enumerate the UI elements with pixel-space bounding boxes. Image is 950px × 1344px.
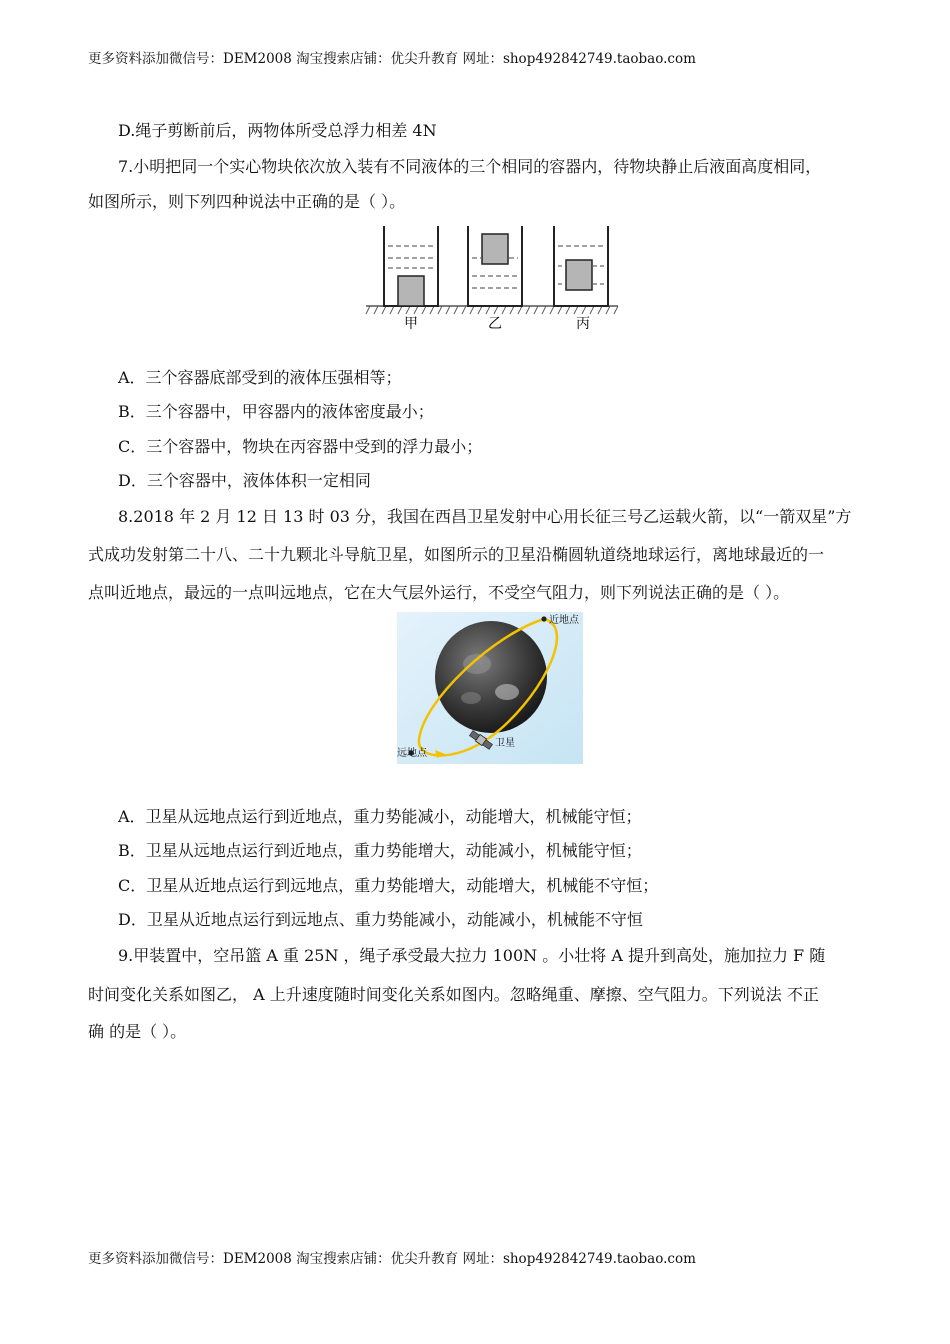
q8-stem-line2: 式成功发射第二十八、二十九颗北斗导航卫星，如图所示的卫星沿椭圆轨道绕地球运行，离地球最近的一 [88, 545, 825, 564]
containers-figure [364, 222, 620, 334]
q7-option-c: C．三个容器中，物块在丙容器中受到的浮力最小； [118, 437, 483, 456]
q9-stem-line3: 确 的是（ ）。 [88, 1022, 187, 1041]
q7-stem-line2: 如图所示，则下列四种说法中正确的是（ ）。 [88, 192, 406, 211]
page-header: 更多资料添加微信号：DEM2008 淘宝搜索店铺：优尖升教育 网址：shop492842749.taobao.com [88, 51, 696, 67]
q9-stem-line1: 9.甲装置中，空吊篮 A 重 25N ，绳子承受最大拉力 100N 。小壮将 A 提升到高处，施加拉力 F 随 [118, 946, 826, 965]
container-bing [554, 226, 608, 306]
apogee-label: 远地点 [397, 748, 427, 759]
q8-option-b: B．卫星从远地点运行到近地点，重力势能增大，动能减小，机械能守恒； [118, 841, 642, 860]
label-yi: 乙 [488, 316, 502, 332]
perigee-dot [541, 616, 546, 621]
q9-stem-line2: 时间变化关系如图乙， A 上升速度随时间变化关系如图内。忽略绳重、摩擦、空气阻力。下列说法 不正 [88, 985, 819, 1004]
q8-option-a: A．卫星从远地点运行到近地点，重力势能减小，动能增大，机械能守恒； [118, 807, 642, 826]
earth-globe [435, 621, 547, 733]
label-bing: 丙 [576, 316, 590, 332]
q6-option-d: D.绳子剪断前后，两物体所受总浮力相差 4N [118, 121, 437, 140]
satellite-label: 卫星 [495, 738, 515, 749]
q7-option-b: B．三个容器中，甲容器内的液体密度最小； [118, 402, 434, 421]
q8-option-c: C．卫星从近地点运行到远地点，重力势能增大，动能增大，机械能不守恒； [118, 876, 659, 895]
q8-stem-line1: 8.2018 年 2 月 12 日 13 时 03 分，我国在西昌卫星发射中心用长征三号乙运载火箭，以“一箭双星”方 [118, 507, 852, 526]
q7-option-a: A．三个容器底部受到的液体压强相等； [118, 368, 402, 387]
container-jia [384, 226, 438, 306]
container-yi [468, 226, 522, 306]
q8-option-d: D．卫星从近地点运行到远地点、重力势能减小，动能减小，机械能不守恒 [118, 910, 643, 929]
q8-stem-line3: 点叫近地点，最远的一点叫远地点，它在大气层外运行，不受空气阻力，则下列说法正确的是（ ）。 [88, 583, 790, 602]
q7-stem-line1: 7.小明把同一个实心物块依次放入装有不同液体的三个相同的容器内，待物块静止后液面高度相同， [118, 157, 822, 176]
q7-option-d: D．三个容器中，液体体积一定相同 [118, 471, 371, 490]
perigee-label: 近地点 [549, 615, 579, 626]
page-footer: 更多资料添加微信号：DEM2008 淘宝搜索店铺：优尖升教育 网址：shop492842749.taobao.com [88, 1251, 696, 1267]
label-jia: 甲 [404, 316, 418, 332]
orbit-figure [397, 612, 583, 764]
